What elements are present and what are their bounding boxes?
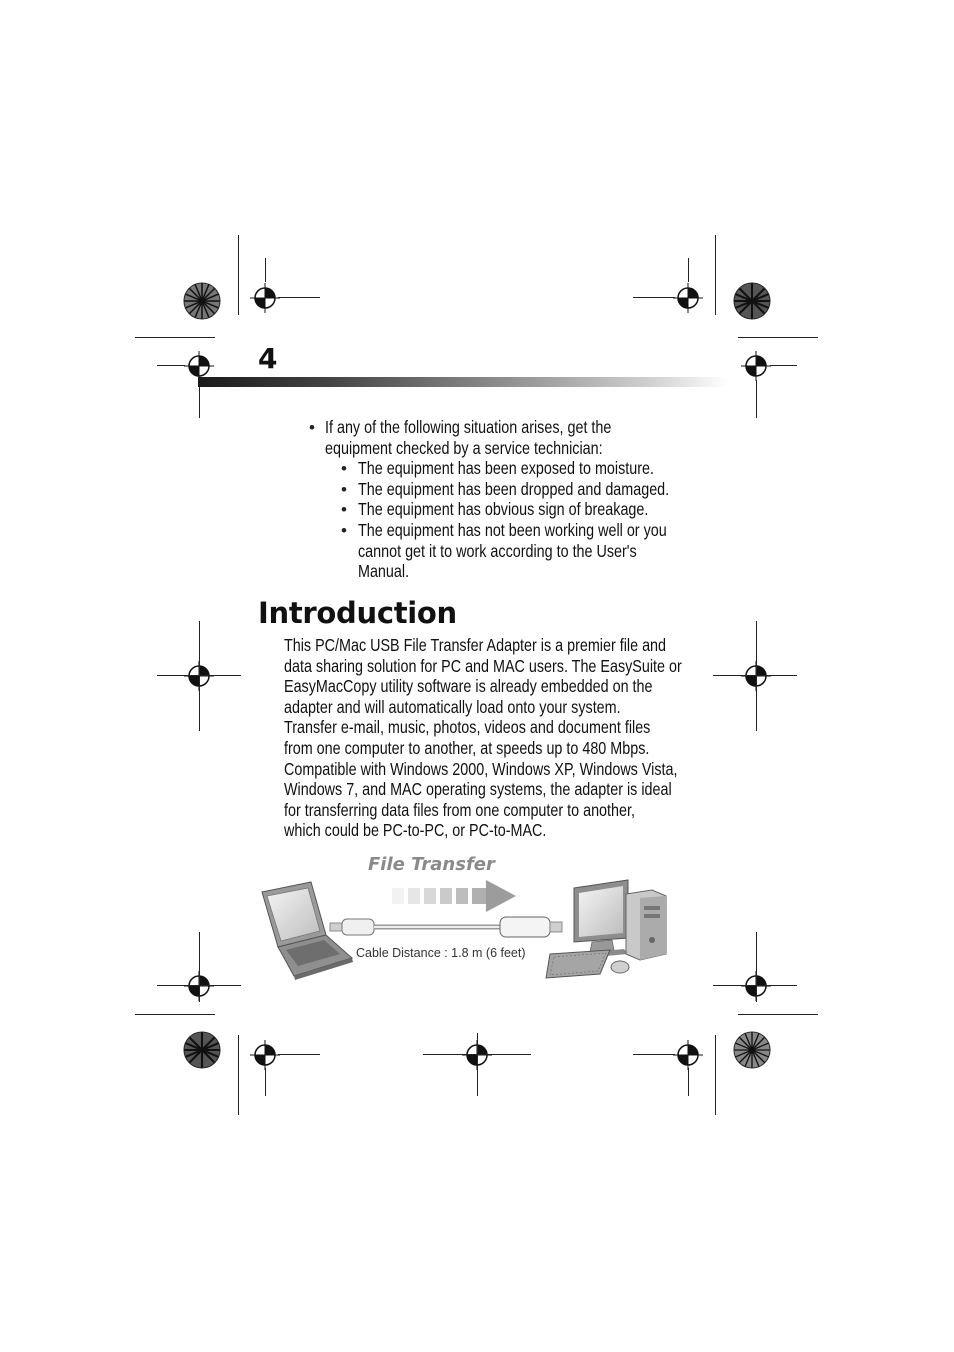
crop-line <box>756 621 757 731</box>
figure-title: File Transfer <box>368 854 495 875</box>
registration-mark-icon <box>250 283 280 313</box>
bullet: • <box>341 500 347 519</box>
figure-caption: Cable Distance : 1.8 m (6 feet) <box>356 946 526 960</box>
crop-line <box>238 235 239 315</box>
paragraph-line: Compatible with Windows 2000, Windows XP, Windows Vista, <box>284 758 678 779</box>
transfer-arrow-icon <box>392 880 516 912</box>
paragraph-line: Transfer e-mail, music, photos, videos and document files <box>284 717 651 738</box>
list-item-line: The equipment has not been working well or you <box>358 520 667 540</box>
crop-line <box>715 235 716 315</box>
keyboard-icon <box>546 950 610 978</box>
crop-line <box>278 297 320 298</box>
star-target-icon <box>733 1031 771 1069</box>
paragraph-line: from one computer to another, at speeds up to 480 Mbps. <box>284 737 650 758</box>
crop-line <box>157 365 185 366</box>
registration-mark-icon <box>250 1040 280 1070</box>
list-item <box>325 417 611 458</box>
list-item <box>358 520 667 582</box>
crop-line <box>265 258 266 282</box>
star-target-icon <box>733 282 771 320</box>
crop-line <box>715 1035 716 1115</box>
crop-line <box>477 1033 478 1096</box>
paragraph-line: This PC/Mac USB File Transfer Adapter is a premier file and <box>284 635 667 655</box>
desktop-monitor-icon <box>574 880 628 958</box>
crop-line <box>135 337 215 338</box>
crop-line <box>688 258 689 282</box>
intro-paragraph <box>284 635 682 841</box>
list-item-line: Manual. <box>358 561 410 582</box>
crop-line <box>713 985 797 986</box>
star-target-icon <box>183 282 221 320</box>
crop-line <box>199 621 200 731</box>
list-item <box>358 458 654 479</box>
paragraph-line: data sharing solution for PC and MAC users. The EasySuite or <box>284 655 682 676</box>
section-heading: Introduction <box>258 596 457 630</box>
crop-line <box>738 1014 818 1015</box>
crop-line <box>770 365 797 366</box>
page-number: 4 <box>258 342 278 375</box>
crop-line <box>278 1054 320 1055</box>
computer-tower-icon <box>626 890 666 960</box>
usb-cable-icon <box>330 917 562 937</box>
crop-line <box>199 932 200 1002</box>
registration-mark-icon <box>673 1040 703 1070</box>
bullet: • <box>341 459 347 478</box>
crop-line <box>713 675 797 676</box>
crop-line <box>633 297 675 298</box>
registration-mark-icon <box>741 351 771 381</box>
paragraph-line: for transferring data files from one computer to another, <box>284 799 635 820</box>
bullet: • <box>309 418 315 437</box>
list-item-line: cannot get it to work according to the User's <box>358 540 637 561</box>
paragraph-line: which could be PC-to-PC, or PC-to-MAC. <box>284 820 547 841</box>
bullet: • <box>341 480 347 499</box>
bullet: • <box>341 521 347 540</box>
list-item-line: The equipment has obvious sign of breakage. <box>358 499 649 519</box>
file-transfer-figure <box>256 850 670 985</box>
paragraph-line: Windows 7, and MAC operating systems, the adapter is ideal <box>284 779 672 800</box>
list-item <box>358 479 669 500</box>
crop-line <box>688 1068 689 1096</box>
star-target-icon <box>183 1031 221 1069</box>
header-rule <box>198 377 728 387</box>
paragraph-line: adapter and will automatically load onto your system. <box>284 696 621 717</box>
list-item-line: If any of the following situation arises, get the <box>325 417 612 437</box>
list-item-line: The equipment has been dropped and damaged. <box>358 479 670 499</box>
crop-line <box>738 337 818 338</box>
registration-mark-icon <box>673 283 703 313</box>
list-item-line: The equipment has been exposed to moisture. <box>358 458 654 478</box>
list-item <box>358 499 648 520</box>
crop-line <box>756 932 757 1002</box>
list-item-line: equipment checked by a service technician: <box>325 437 603 458</box>
mouse-icon <box>611 961 629 973</box>
crop-line <box>633 1054 675 1055</box>
paragraph-line: EasyMacCopy utility software is already embedded on the <box>284 676 653 697</box>
crop-line <box>265 1068 266 1096</box>
crop-line <box>135 1014 215 1015</box>
crop-line <box>238 1035 239 1115</box>
crop-line <box>756 380 757 418</box>
